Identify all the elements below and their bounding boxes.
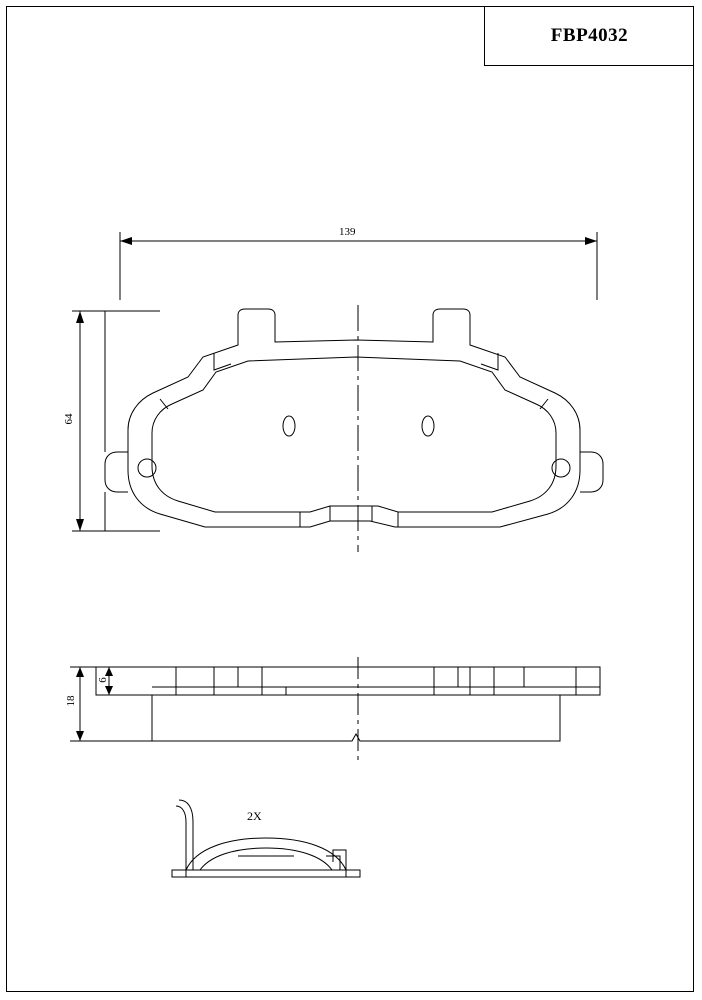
- spring-clip: [172, 800, 360, 877]
- pad-side-view: [96, 667, 600, 741]
- dimension-label-width: 139: [339, 226, 356, 238]
- quantity-label: 2X: [247, 809, 262, 823]
- mounting-hole-left: [138, 459, 156, 477]
- dimension-label-plate-thickness: 6: [97, 677, 109, 683]
- part-number-label: FBP4032: [550, 24, 629, 46]
- wear-hole-left: [283, 416, 295, 436]
- pad-front-outline: [105, 309, 603, 527]
- wear-hole-right: [422, 416, 434, 436]
- dimension-total-thickness: [70, 667, 152, 741]
- dimension-height: [72, 311, 160, 531]
- mounting-hole-right: [552, 459, 570, 477]
- dimension-label-total-thickness: 18: [65, 695, 77, 707]
- dimension-label-height: 64: [63, 413, 75, 425]
- dimension-width: [120, 232, 597, 300]
